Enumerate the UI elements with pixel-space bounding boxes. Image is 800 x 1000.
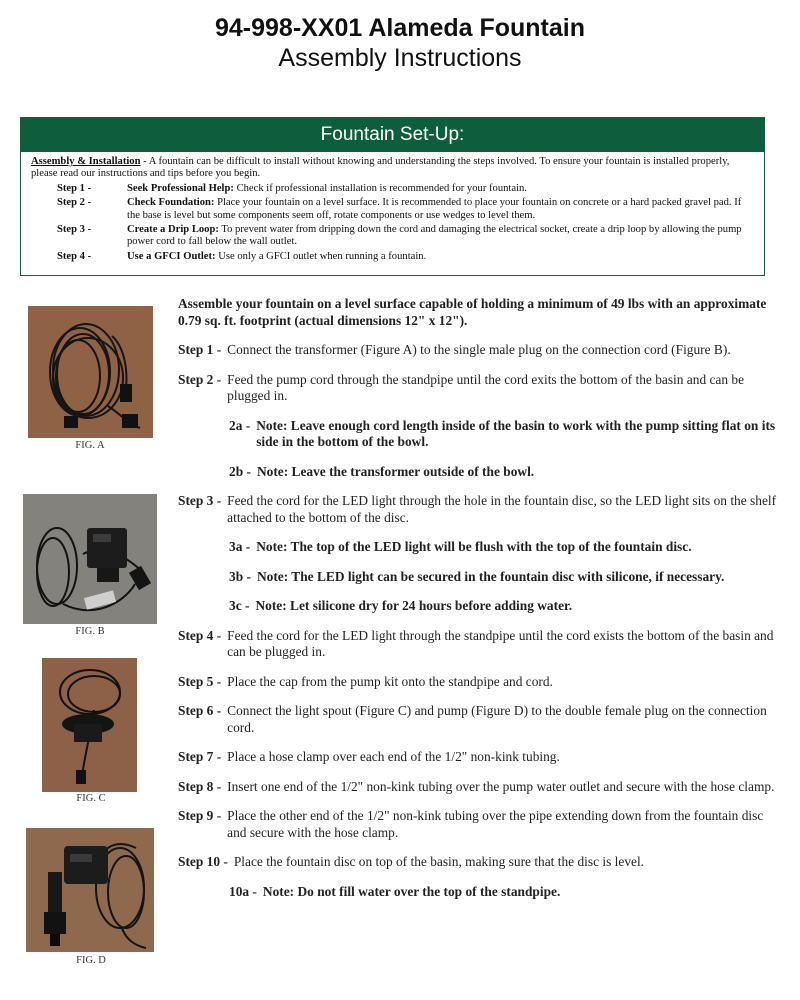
- setup-step: [31, 183, 754, 195]
- setup-step-text: To prevent water from dripping down the cord and damaging the electrical socket, create a drip loop by allowing the pump power cord to fall below the wall outlet.: [127, 224, 742, 248]
- figure-c-photo: [42, 658, 137, 792]
- step-text: Feed the cord for the LED light through the hole in the fountain disc, so the LED light sits on the shelf attached to the bottom of the disc.: [227, 493, 777, 525]
- note-text: Note: Let silicone dry for 24 hours before adding water.: [255, 598, 573, 613]
- assembly-step: [178, 749, 778, 766]
- note-number: 3c -: [229, 598, 250, 613]
- assembly-note: [178, 569, 778, 586]
- figure-b-caption: FIG. B: [75, 626, 105, 637]
- figure-a-photo: [28, 306, 153, 438]
- page-subtitle: Assembly Instructions: [278, 44, 522, 72]
- setup-heading: Fountain Set-Up:: [21, 118, 764, 152]
- connection-cord-image: [23, 494, 157, 624]
- page-title: 94-998-XX01 Alameda Fountain: [214, 14, 586, 42]
- note-number: 2b -: [229, 463, 251, 479]
- assembly-step: [178, 779, 778, 796]
- step-number: Step 3 -: [178, 493, 222, 508]
- setup-step-number: Step 4 -: [57, 250, 92, 262]
- setup-intro: [31, 156, 754, 181]
- setup-step-number: Step 3 -: [57, 224, 92, 236]
- setup-body: [21, 152, 764, 263]
- setup-step-number: Step 1 -: [57, 182, 92, 194]
- note-number: 3a -: [229, 539, 251, 554]
- assembly-step: [178, 808, 778, 841]
- step-text: Insert one end of the 1/2" non-kink tubing over the pump water outlet and secure with the hose clamp.: [227, 778, 775, 794]
- step-number: Step 1 -: [178, 342, 222, 357]
- assembly-step: [178, 493, 778, 526]
- step-number: Step 9 -: [178, 808, 222, 823]
- note-number: 2a -: [229, 417, 251, 433]
- setup-step-label: Use a GFCI Outlet:: [127, 250, 216, 262]
- setup-step: [31, 251, 754, 263]
- fountain-setup-box: [20, 117, 765, 276]
- assembly-note: [178, 418, 778, 451]
- step-text: Place the other end of the 1/2" non-kink tubing over the pipe extending down from the fountain disc and secure with the hose clamp.: [227, 808, 764, 840]
- transformer-cord-image: [28, 306, 153, 438]
- note-text: Note: Do not fill water over the top of the standpipe.: [262, 883, 561, 899]
- step-number: Step 7 -: [178, 749, 222, 764]
- light-spout-image: [42, 658, 137, 792]
- assembly-step: [178, 372, 778, 405]
- setup-step: [31, 224, 754, 249]
- note-text: Note: Leave the transformer outside of the bowl.: [256, 463, 535, 479]
- setup-step-text: Place your fountain on a level surface. It is recommended to place your fountain on concrete or a hard packed gravel pad. If the base is level but some components seem off, rotate components or use wedges to level them.: [127, 197, 742, 221]
- step-text: Feed the pump cord through the standpipe until the cord exits the bottom of the basin and can be plugged in.: [227, 371, 745, 403]
- setup-step: [31, 197, 754, 222]
- assembly-intro: Assemble your fountain on a level surface capable of holding a minimum of 49 lbs with an approximate 0.79 sq. ft. footprint (actual dimensions 12" x 12").: [178, 296, 767, 328]
- step-text: Feed the cord for the LED light through the standpipe until the cord exists the bottom of the basin and can be plugged in.: [227, 627, 774, 659]
- step-text: Place the cap from the pump kit onto the standpipe and cord.: [227, 673, 553, 689]
- setup-step-text: Use only a GFCI outlet when running a fountain.: [215, 250, 427, 262]
- assembly-step: [178, 854, 778, 871]
- assembly-instructions: [178, 296, 778, 913]
- assembly-note: [178, 464, 778, 481]
- setup-step-label: Seek Professional Help:: [127, 182, 234, 194]
- step-number: Step 5 -: [178, 673, 222, 689]
- pump-image: [26, 828, 154, 952]
- step-number: Step 6 -: [178, 703, 222, 718]
- step-text: Place a hose clamp over each end of the 1/2" non-kink tubing.: [227, 749, 560, 764]
- figure-d-photo: [26, 828, 154, 952]
- setup-step-text: Check if professional installation is recommended for your fountain.: [233, 182, 527, 194]
- assembly-step: [178, 703, 778, 736]
- assembly-step: [178, 342, 778, 359]
- step-text: Connect the light spout (Figure C) and pump (Figure D) to the double female plug on the connection cord.: [227, 703, 767, 735]
- step-number: Step 2 -: [178, 371, 222, 387]
- setup-intro-text: - A fountain can be difficult to install without knowing and understanding the steps involved. To ensure your fountain is installed properly, please read our instructions and tips before you begin.: [31, 156, 730, 180]
- note-number: 3b -: [229, 568, 251, 584]
- figure-c-caption: FIG. C: [76, 793, 106, 804]
- assembly-note: [178, 539, 778, 556]
- assembly-note: [178, 884, 778, 901]
- setup-step-label: Create a Drip Loop:: [127, 224, 219, 236]
- setup-step-number: Step 2 -: [57, 197, 92, 209]
- step-number: Step 10 -: [178, 854, 228, 869]
- note-number: 10a -: [229, 883, 257, 899]
- assembly-step: [178, 628, 778, 661]
- figure-b-photo: [23, 494, 157, 624]
- step-number: Step 4 -: [178, 627, 222, 643]
- assembly-step: [178, 674, 778, 691]
- figure-a-caption: FIG. A: [75, 440, 105, 451]
- note-text: Note: The top of the LED light will be flush with the top of the fountain disc.: [256, 539, 692, 554]
- note-text: Note: The LED light can be secured in the fountain disc with silicone, if necessary.: [256, 568, 725, 584]
- note-text: Note: Leave enough cord length inside of the basin to work with the pump sitting flat on its side in the bottom of the bowl.: [256, 417, 776, 449]
- step-text: Connect the transformer (Figure A) to the single male plug on the connection cord (Figure B).: [227, 342, 731, 357]
- setup-intro-title: Assembly & Installation: [31, 156, 141, 167]
- setup-step-label: Check Foundation:: [127, 197, 215, 209]
- assembly-note: [178, 598, 778, 615]
- step-number: Step 8 -: [178, 778, 222, 794]
- step-text: Place the fountain disc on top of the basin, making sure that the disc is level.: [233, 854, 645, 869]
- figure-d-caption: FIG. D: [76, 955, 106, 966]
